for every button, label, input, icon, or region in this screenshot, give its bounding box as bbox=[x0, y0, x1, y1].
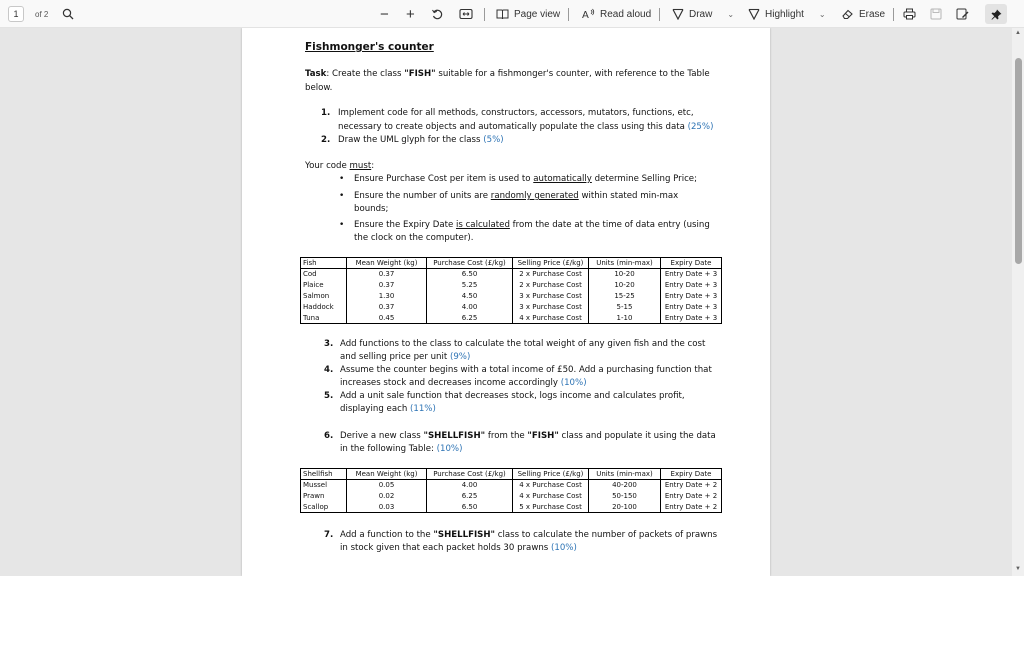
table-cell: Scallop bbox=[301, 502, 347, 513]
scroll-up-icon[interactable]: ▲ bbox=[1015, 30, 1021, 36]
table-row bbox=[301, 280, 722, 291]
table-cell: 1-10 bbox=[589, 313, 661, 324]
table-row bbox=[301, 291, 722, 302]
table-cell: 3 x Purchase Cost bbox=[513, 291, 589, 302]
table-header-cell: Units (min-max) bbox=[589, 469, 661, 480]
table-cell: 2 x Purchase Cost bbox=[513, 269, 589, 280]
table-cell: 0.37 bbox=[347, 302, 427, 313]
task-text-pre: : Create the class bbox=[326, 69, 405, 79]
save-icon bbox=[930, 8, 942, 20]
table-cell: Entry Date + 3 bbox=[661, 291, 722, 302]
table-cell: 6.50 bbox=[427, 269, 513, 280]
item-7-line-1: Add a function to the "SHELLFISH" class to calculate the number of packets of prawns bbox=[340, 530, 718, 540]
table-cell: Plaice bbox=[301, 280, 347, 291]
save-as-icon bbox=[956, 8, 969, 20]
item-number: 3. bbox=[324, 339, 334, 349]
toolbar-divider bbox=[659, 8, 660, 21]
item-4-percent: (10%) bbox=[560, 378, 587, 388]
table-header-cell: Units (min-max) bbox=[589, 258, 661, 269]
item-2-line-1 bbox=[338, 134, 504, 147]
table-header-cell: Expiry Date bbox=[661, 469, 722, 480]
table-cell: 5.25 bbox=[427, 280, 513, 291]
scrollbar-thumb[interactable] bbox=[1015, 58, 1022, 264]
task-text-post: suitable for a fishmonger's counter, with reference to the Table bbox=[435, 69, 710, 79]
read-aloud-icon bbox=[582, 8, 595, 20]
rotate-button[interactable] bbox=[431, 0, 444, 28]
item-1-text: necessary to create objects and automatically populate the class using this data bbox=[338, 122, 685, 132]
pdf-page bbox=[242, 28, 770, 576]
page-total: of 2 bbox=[35, 9, 49, 19]
table-cell: 5 x Purchase Cost bbox=[513, 502, 589, 513]
table-cell: Entry Date + 3 bbox=[661, 313, 722, 324]
table-cell: Entry Date + 2 bbox=[661, 480, 722, 491]
table-header-cell: Selling Price (£/kg) bbox=[513, 469, 589, 480]
bullet-2: Ensure the number of units are randomly generated within stated min-max bbox=[354, 191, 679, 201]
table-row bbox=[301, 491, 722, 502]
table-row bbox=[301, 269, 722, 280]
pin-button-bg bbox=[985, 4, 1007, 24]
item-3-line-1: Add functions to the class to calculate the total weight of any given fish and the cost bbox=[340, 339, 706, 349]
fit-page-button[interactable] bbox=[459, 0, 473, 28]
table-header-cell: Purchase Cost (£/kg) bbox=[427, 258, 513, 269]
item-7-percent: (10%) bbox=[551, 543, 577, 553]
toolbar-divider bbox=[484, 8, 485, 21]
table-cell: Entry Date + 3 bbox=[661, 269, 722, 280]
item-number: 4. bbox=[324, 365, 334, 375]
table-cell: Mussel bbox=[301, 480, 347, 491]
table-cell: 0.03 bbox=[347, 502, 427, 513]
table-header-cell: Fish bbox=[301, 258, 347, 269]
table-cell: 0.37 bbox=[347, 269, 427, 280]
table-cell: 0.37 bbox=[347, 280, 427, 291]
table-header-row bbox=[301, 469, 722, 480]
table-cell: 10-20 bbox=[589, 269, 661, 280]
zoom-out-button[interactable] bbox=[380, 0, 389, 28]
task-paragraph bbox=[305, 68, 715, 81]
vertical-scrollbar[interactable] bbox=[1012, 28, 1024, 576]
pdf-toolbar bbox=[0, 0, 1024, 28]
table-cell: 4.00 bbox=[427, 480, 513, 491]
rotate-icon bbox=[431, 8, 444, 21]
table-cell: Entry Date + 3 bbox=[661, 280, 722, 291]
item-6-line-2: in the following Table: (10%) bbox=[340, 444, 463, 454]
pin-icon bbox=[991, 9, 1002, 20]
draw-label: Draw bbox=[689, 8, 713, 20]
table-cell: 4 x Purchase Cost bbox=[513, 491, 589, 502]
table-row bbox=[301, 502, 722, 513]
table-row bbox=[301, 302, 722, 313]
highlight-label: Highlight bbox=[765, 8, 804, 20]
table-cell: Haddock bbox=[301, 302, 347, 313]
item-1-line-1: Implement code for all methods, constructors, accessors, mutators, functions, etc, bbox=[338, 108, 694, 118]
eraser-icon bbox=[841, 8, 854, 20]
task-class-name: "FISH" bbox=[404, 69, 436, 79]
table-header-row bbox=[301, 258, 722, 269]
task-line-2: below. bbox=[305, 83, 333, 93]
svg-text:A: A bbox=[582, 10, 589, 20]
highlight-icon bbox=[748, 8, 760, 20]
item-5-line-2: displaying each (11%) bbox=[340, 404, 436, 414]
table-cell: 1.30 bbox=[347, 291, 427, 302]
item-2-percent: (5%) bbox=[483, 135, 504, 145]
bullet-2-line-2: bounds; bbox=[354, 204, 389, 214]
table-header-cell: Expiry Date bbox=[661, 258, 722, 269]
table-cell: Prawn bbox=[301, 491, 347, 502]
item-1-line-2 bbox=[338, 121, 713, 134]
table-cell: Entry Date + 2 bbox=[661, 491, 722, 502]
erase-label: Erase bbox=[859, 8, 886, 20]
plus-icon: + bbox=[406, 5, 415, 23]
bullet-icon: • bbox=[339, 220, 345, 230]
page-number-input[interactable]: 1 bbox=[8, 6, 24, 22]
table-cell: 4.50 bbox=[427, 291, 513, 302]
draw-button[interactable] bbox=[672, 0, 734, 28]
table-header-cell: Purchase Cost (£/kg) bbox=[427, 469, 513, 480]
table-cell: 5-15 bbox=[589, 302, 661, 313]
chevron-down-icon[interactable]: ⌄ bbox=[818, 9, 826, 19]
table-cell: 0.05 bbox=[347, 480, 427, 491]
table-cell: 3 x Purchase Cost bbox=[513, 302, 589, 313]
fit-page-icon bbox=[459, 8, 473, 20]
blank-area bbox=[0, 576, 1024, 653]
table-cell: Entry Date + 3 bbox=[661, 302, 722, 313]
table-header-cell: Mean Weight (kg) bbox=[347, 258, 427, 269]
item-1-percent: (25%) bbox=[687, 122, 714, 132]
table-cell: Salmon bbox=[301, 291, 347, 302]
item-4-line-1: Assume the counter begins with a total income of £50. Add a purchasing function that bbox=[340, 365, 712, 375]
bullet-3-line-2: the clock on the computer). bbox=[354, 233, 474, 243]
highlight-button[interactable] bbox=[748, 0, 826, 28]
item-5-line-1: Add a unit sale function that decreases stock, logs income and calculates profit, bbox=[340, 391, 685, 401]
table-cell: 10-20 bbox=[589, 280, 661, 291]
must-word: must bbox=[349, 161, 372, 171]
minus-icon: − bbox=[380, 5, 389, 23]
table-cell: 15-25 bbox=[589, 291, 661, 302]
item-2-text: Draw the UML glyph for the class bbox=[338, 135, 481, 145]
table-cell: 6.25 bbox=[427, 313, 513, 324]
table-cell: Cod bbox=[301, 269, 347, 280]
read-aloud-button[interactable] bbox=[582, 0, 651, 28]
toolbar-divider bbox=[568, 8, 569, 21]
item-number: 6. bbox=[324, 431, 334, 441]
item-5-percent: (11%) bbox=[410, 404, 436, 414]
item-3-line-2: and selling price per unit (9%) bbox=[340, 352, 471, 362]
bullet-3: Ensure the Expiry Date is calculated from the date at the time of data entry (using bbox=[354, 220, 710, 230]
table-cell: 20-100 bbox=[589, 502, 661, 513]
page-view-label: Page view bbox=[514, 8, 561, 20]
save-as-button[interactable] bbox=[956, 0, 969, 28]
zoom-in-button[interactable] bbox=[406, 0, 415, 28]
read-aloud-label: Read aloud bbox=[600, 8, 652, 20]
page-title: Fishmonger's counter bbox=[305, 41, 434, 53]
print-icon bbox=[903, 8, 916, 20]
print-button[interactable] bbox=[903, 0, 916, 28]
item-number: 1. bbox=[321, 108, 331, 118]
page-view-button[interactable] bbox=[496, 0, 560, 28]
table-header-cell: Mean Weight (kg) bbox=[347, 469, 427, 480]
table-cell: Tuna bbox=[301, 313, 347, 324]
item-number: 2. bbox=[321, 135, 331, 145]
table-cell: 0.45 bbox=[347, 313, 427, 324]
book-icon bbox=[496, 8, 509, 20]
shellfish-table bbox=[300, 468, 722, 513]
bullet-1: Ensure Purchase Cost per item is used to automatically determine Selling Price; bbox=[354, 174, 697, 184]
item-4-line-2: increases stock and decreases income accordingly (10%) bbox=[340, 378, 587, 388]
item-6-percent: (10%) bbox=[436, 444, 463, 454]
table-cell: 50-150 bbox=[589, 491, 661, 502]
fish-table bbox=[300, 257, 722, 324]
page-number-group bbox=[8, 0, 48, 28]
chevron-down-icon[interactable]: ⌄ bbox=[727, 9, 735, 19]
item-number: 5. bbox=[324, 391, 334, 401]
save-button[interactable] bbox=[930, 0, 942, 28]
document-viewer bbox=[0, 28, 1024, 576]
erase-button[interactable] bbox=[841, 0, 885, 28]
table-cell: 0.02 bbox=[347, 491, 427, 502]
table-cell: 40-200 bbox=[589, 480, 661, 491]
table-row bbox=[301, 313, 722, 324]
toolbar-divider bbox=[893, 8, 894, 21]
table-cell: 2 x Purchase Cost bbox=[513, 280, 589, 291]
table-cell: 4 x Purchase Cost bbox=[513, 313, 589, 324]
table-cell: 4.00 bbox=[427, 302, 513, 313]
bullet-icon: • bbox=[339, 191, 345, 201]
bullet-icon: • bbox=[339, 174, 345, 184]
table-cell: 6.25 bbox=[427, 491, 513, 502]
item-3-percent: (9%) bbox=[449, 352, 471, 362]
draw-icon bbox=[672, 8, 684, 20]
search-icon bbox=[62, 8, 74, 20]
task-label: Task bbox=[305, 69, 327, 79]
item-number: 7. bbox=[324, 530, 334, 540]
table-cell: Entry Date + 2 bbox=[661, 502, 722, 513]
item-6-line-1: Derive a new class "SHELLFISH" from the "FISH" class and populate it using the data bbox=[340, 431, 716, 441]
must-heading: Your code must: bbox=[305, 161, 375, 171]
scroll-down-icon[interactable]: ▼ bbox=[1015, 566, 1021, 572]
table-cell: 4 x Purchase Cost bbox=[513, 480, 589, 491]
table-cell: 6.50 bbox=[427, 502, 513, 513]
search-button[interactable] bbox=[62, 0, 74, 28]
table-header-cell: Selling Price (£/kg) bbox=[513, 258, 589, 269]
pin-toolbar-button[interactable] bbox=[985, 0, 1007, 28]
table-header-cell: Shellfish bbox=[301, 469, 347, 480]
table-row bbox=[301, 480, 722, 491]
item-7-line-2: in stock given that each packet holds 30 prawns (10%) bbox=[340, 543, 577, 553]
